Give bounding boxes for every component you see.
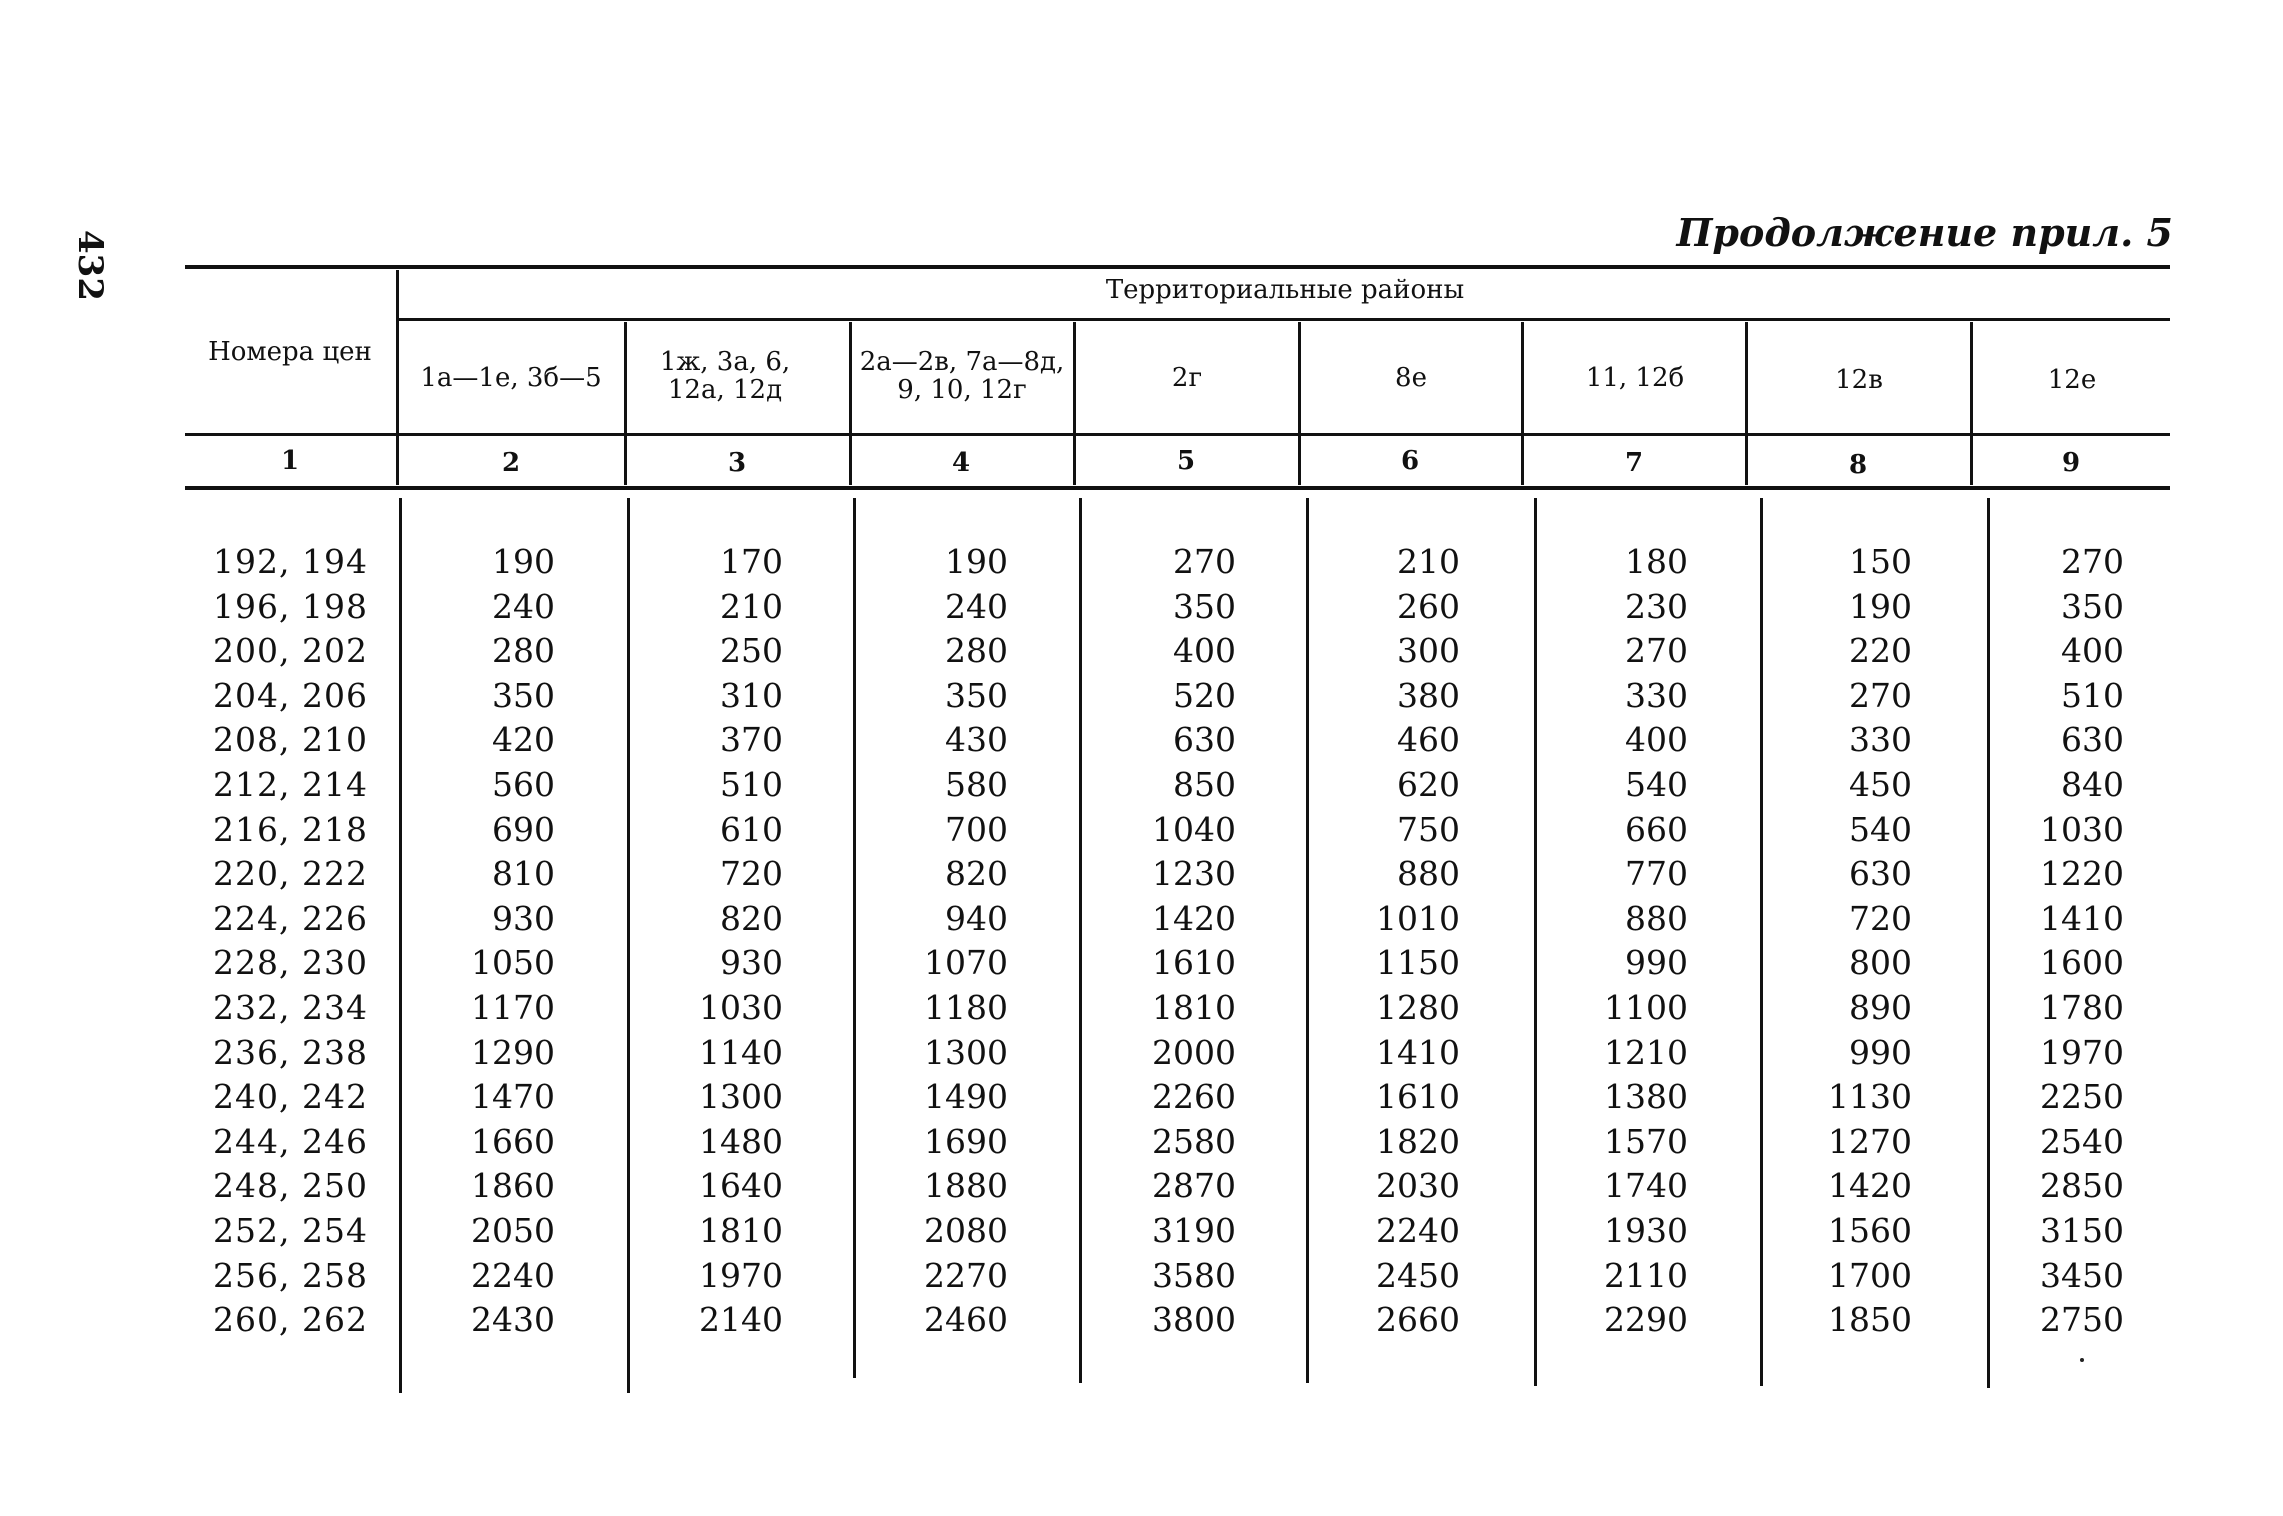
- table-cell: 190: [492, 542, 555, 581]
- group-header-rule: [398, 318, 2170, 321]
- table-cell: 1480: [699, 1121, 783, 1161]
- table-cell: 1290: [471, 1032, 555, 1072]
- table-cell: 2240: [1376, 1211, 1460, 1250]
- table-cell: 770: [1625, 854, 1688, 894]
- table-cell: 310: [720, 675, 783, 715]
- table-cell: 1220: [2040, 854, 2124, 894]
- table-cell: 1850: [1828, 1300, 1912, 1340]
- row-header: Номера цен: [208, 337, 372, 367]
- table-cell: 820: [945, 854, 1008, 894]
- table-cell: 2750: [2040, 1300, 2124, 1340]
- body-divider: [627, 498, 630, 1393]
- table-cell: 400: [1173, 631, 1236, 671]
- table-cell: 1380: [1604, 1077, 1688, 1117]
- row-label: 196, 198: [213, 586, 368, 626]
- table-cell: 2050: [471, 1211, 555, 1250]
- table-cell: 1280: [1376, 988, 1460, 1027]
- table-cell: 400: [1625, 720, 1688, 760]
- column-number: 1: [280, 446, 300, 476]
- table-cell: 1170: [471, 988, 555, 1027]
- column-header: 12е: [2047, 365, 2097, 395]
- row-label: 252, 254: [213, 1211, 368, 1250]
- table-top-rule: [185, 265, 2170, 269]
- table-cell: 2850: [2040, 1166, 2124, 1206]
- table-cell: 350: [2061, 586, 2124, 626]
- table-cell: 330: [1849, 720, 1912, 760]
- table-cell: 700: [945, 809, 1008, 849]
- table-cell: 1560: [1828, 1211, 1912, 1250]
- row-label: 236, 238: [213, 1032, 368, 1072]
- table-cell: 1210: [1604, 1032, 1688, 1072]
- table-cell: 2250: [2040, 1077, 2124, 1117]
- table-cell: 1050: [471, 943, 555, 983]
- column-header: 12в: [1835, 365, 1883, 395]
- table-cell: 1860: [471, 1166, 555, 1206]
- table-cell: 180: [1625, 542, 1688, 581]
- column-header: 11, 12б: [1585, 363, 1685, 393]
- table-cell: 1810: [1152, 988, 1236, 1027]
- table-cell: 1030: [699, 988, 783, 1027]
- table-cell: 720: [1849, 898, 1912, 938]
- table-cell: 1780: [2040, 988, 2124, 1027]
- table-cell: 240: [492, 586, 555, 626]
- table-cell: 800: [1849, 943, 1912, 983]
- body-divider: [1534, 498, 1537, 1386]
- table-cell: 620: [1397, 765, 1460, 804]
- table-cell: 260: [1397, 586, 1460, 626]
- table-cell: 1690: [924, 1121, 1008, 1161]
- table-cell: 580: [945, 765, 1008, 804]
- row-label: 244, 246: [213, 1121, 368, 1161]
- row-label: 228, 230: [213, 943, 368, 983]
- table-cell: 990: [1849, 1032, 1912, 1072]
- table-cell: 1300: [699, 1077, 783, 1117]
- table-cell: 3580: [1152, 1255, 1236, 1295]
- table-cell: 350: [492, 675, 555, 715]
- table-cell: 1150: [1376, 943, 1460, 983]
- table-cell: 1600: [2040, 943, 2124, 983]
- table-cell: 2870: [1152, 1166, 1236, 1206]
- table-cell: 840: [2061, 765, 2124, 804]
- table-cell: 1930: [1604, 1211, 1688, 1250]
- table-cell: 1810: [699, 1211, 783, 1250]
- table-cell: 370: [720, 720, 783, 760]
- table-cell: 150: [1849, 542, 1912, 581]
- page-number: 432: [70, 230, 110, 301]
- table-cell: 1490: [924, 1077, 1008, 1117]
- table-cell: 250: [720, 631, 783, 671]
- column-number: 2: [501, 448, 521, 478]
- header-bottom-rule: [185, 433, 2170, 436]
- table-cell: 1470: [471, 1077, 555, 1117]
- column-header: 2а—2в, 7а—8д, 9, 10, 12г: [859, 347, 1065, 405]
- table-cell: 280: [492, 631, 555, 671]
- row-label: 240, 242: [213, 1077, 368, 1117]
- table-cell: 240: [945, 586, 1008, 626]
- table-cell: 610: [720, 809, 783, 849]
- table-cell: 540: [1849, 809, 1912, 849]
- table-cell: 1410: [2040, 898, 2124, 938]
- table-cell: 1610: [1376, 1077, 1460, 1117]
- column-number: 8: [1848, 450, 1868, 480]
- column-number: 4: [951, 448, 971, 478]
- row-label: 200, 202: [213, 631, 368, 671]
- table-cell: 450: [1849, 765, 1912, 804]
- header-divider: [396, 270, 399, 485]
- table-cell: 230: [1625, 586, 1688, 626]
- table-cell: 270: [1849, 675, 1912, 715]
- table-cell: 2660: [1376, 1300, 1460, 1340]
- table-cell: 2430: [471, 1300, 555, 1340]
- table-cell: 1970: [699, 1255, 783, 1295]
- table-cell: 170: [720, 542, 783, 581]
- table-cell: 1420: [1828, 1166, 1912, 1206]
- table-cell: 880: [1397, 854, 1460, 894]
- table-cell: 890: [1849, 988, 1912, 1027]
- table-cell: 1180: [924, 988, 1008, 1027]
- table-cell: 2270: [924, 1255, 1008, 1295]
- table-cell: 220: [1849, 631, 1912, 671]
- table-cell: 270: [2061, 542, 2124, 581]
- table-cell: 2290: [1604, 1300, 1688, 1340]
- table-cell: 660: [1625, 809, 1688, 849]
- table-cell: 2140: [699, 1300, 783, 1340]
- table-cell: 1700: [1828, 1255, 1912, 1295]
- table-cell: 2260: [1152, 1077, 1236, 1117]
- table-cell: 2580: [1152, 1121, 1236, 1161]
- table-cell: 3800: [1152, 1300, 1236, 1340]
- table-cell: 560: [492, 765, 555, 804]
- table-cell: 820: [720, 898, 783, 938]
- table-cell: 930: [720, 943, 783, 983]
- column-numbers-rule: [185, 486, 2170, 490]
- table-cell: 400: [2061, 631, 2124, 671]
- table-caption: Продолжение прил. 5: [1676, 210, 2173, 255]
- table-cell: 3450: [2040, 1255, 2124, 1295]
- table-cell: 1070: [924, 943, 1008, 983]
- table-cell: 630: [1849, 854, 1912, 894]
- table-cell: 1740: [1604, 1166, 1688, 1206]
- table-cell: 1100: [1604, 988, 1688, 1027]
- body-divider: [1079, 498, 1082, 1383]
- body-divider: [853, 498, 856, 1378]
- row-label: 216, 218: [213, 809, 368, 849]
- column-number: 5: [1176, 446, 1196, 476]
- table-cell: 1410: [1376, 1032, 1460, 1072]
- table-cell: 210: [1397, 542, 1460, 581]
- row-label: 204, 206: [213, 675, 368, 715]
- table-cell: 460: [1397, 720, 1460, 760]
- table-cell: 380: [1397, 675, 1460, 715]
- table-cell: 990: [1625, 943, 1688, 983]
- table-cell: 1230: [1152, 854, 1236, 894]
- row-label: 220, 222: [213, 854, 368, 894]
- table-cell: 630: [1173, 720, 1236, 760]
- table-cell: 430: [945, 720, 1008, 760]
- column-header: 1а—1е, 3б—5: [420, 363, 602, 393]
- table-cell: 930: [492, 898, 555, 938]
- table-cell: 690: [492, 809, 555, 849]
- column-number: 6: [1400, 446, 1420, 476]
- table-cell: 190: [945, 542, 1008, 581]
- table-cell: 3190: [1152, 1211, 1236, 1250]
- table-cell: 940: [945, 898, 1008, 938]
- table-cell: 350: [945, 675, 1008, 715]
- table-cell: 1040: [1152, 809, 1236, 849]
- table-cell: 2110: [1604, 1255, 1688, 1295]
- group-header: Территориальные районы: [1105, 275, 1465, 305]
- table-cell: 1820: [1376, 1121, 1460, 1161]
- table-cell: 350: [1173, 586, 1236, 626]
- table-cell: 270: [1173, 542, 1236, 581]
- table-cell: 1570: [1604, 1121, 1688, 1161]
- table-cell: 190: [1849, 586, 1912, 626]
- table-cell: 540: [1625, 765, 1688, 804]
- table-cell: 300: [1397, 631, 1460, 671]
- table-cell: 520: [1173, 675, 1236, 715]
- table-cell: 270: [1625, 631, 1688, 671]
- table-cell: 2540: [2040, 1121, 2124, 1161]
- table-cell: 2030: [1376, 1166, 1460, 1206]
- column-header: 1ж, 3а, 6, 12а, 12д: [659, 347, 791, 405]
- table-cell: 510: [720, 765, 783, 804]
- table-cell: 1010: [1376, 898, 1460, 938]
- table-cell: 2000: [1152, 1032, 1236, 1072]
- column-header: 8е: [1395, 363, 1427, 393]
- table-cell: 630: [2061, 720, 2124, 760]
- table-cell: 1640: [699, 1166, 783, 1206]
- table-cell: 880: [1625, 898, 1688, 938]
- row-label: 256, 258: [213, 1255, 368, 1295]
- body-divider: [1306, 498, 1309, 1383]
- table-cell: 2460: [924, 1300, 1008, 1340]
- table-cell: 1130: [1828, 1077, 1912, 1117]
- table-cell: 1420: [1152, 898, 1236, 938]
- table-cell: 2080: [924, 1211, 1008, 1250]
- table-cell: 1880: [924, 1166, 1008, 1206]
- stray-dot: [2080, 1358, 2084, 1362]
- row-label: 192, 194: [213, 542, 368, 581]
- row-label: 212, 214: [213, 765, 368, 804]
- table-cell: 2450: [1376, 1255, 1460, 1295]
- column-number: 9: [2061, 448, 2081, 478]
- body-divider: [399, 498, 402, 1393]
- table-cell: 720: [720, 854, 783, 894]
- row-label: 248, 250: [213, 1166, 368, 1206]
- table-cell: 1030: [2040, 809, 2124, 849]
- table-cell: 280: [945, 631, 1008, 671]
- table-cell: 810: [492, 854, 555, 894]
- table-cell: 850: [1173, 765, 1236, 804]
- table-cell: 420: [492, 720, 555, 760]
- table-cell: 2240: [471, 1255, 555, 1295]
- column-number: 3: [727, 448, 747, 478]
- row-label: 232, 234: [213, 988, 368, 1027]
- table-cell: 1300: [924, 1032, 1008, 1072]
- table-cell: 1610: [1152, 943, 1236, 983]
- table-cell: 750: [1397, 809, 1460, 849]
- table-cell: 510: [2061, 675, 2124, 715]
- table-cell: 1270: [1828, 1121, 1912, 1161]
- column-number: 7: [1624, 448, 1644, 478]
- table-cell: 3150: [2040, 1211, 2124, 1250]
- column-header: 2г: [1171, 363, 1203, 393]
- table-cell: 210: [720, 586, 783, 626]
- table-cell: 1970: [2040, 1032, 2124, 1072]
- row-label: 208, 210: [213, 720, 368, 760]
- header-divider: [624, 322, 627, 485]
- table-cell: 1660: [471, 1121, 555, 1161]
- row-label: 224, 226: [213, 898, 368, 938]
- row-label: 260, 262: [213, 1300, 368, 1340]
- table-cell: 1140: [699, 1032, 783, 1072]
- table-cell: 330: [1625, 675, 1688, 715]
